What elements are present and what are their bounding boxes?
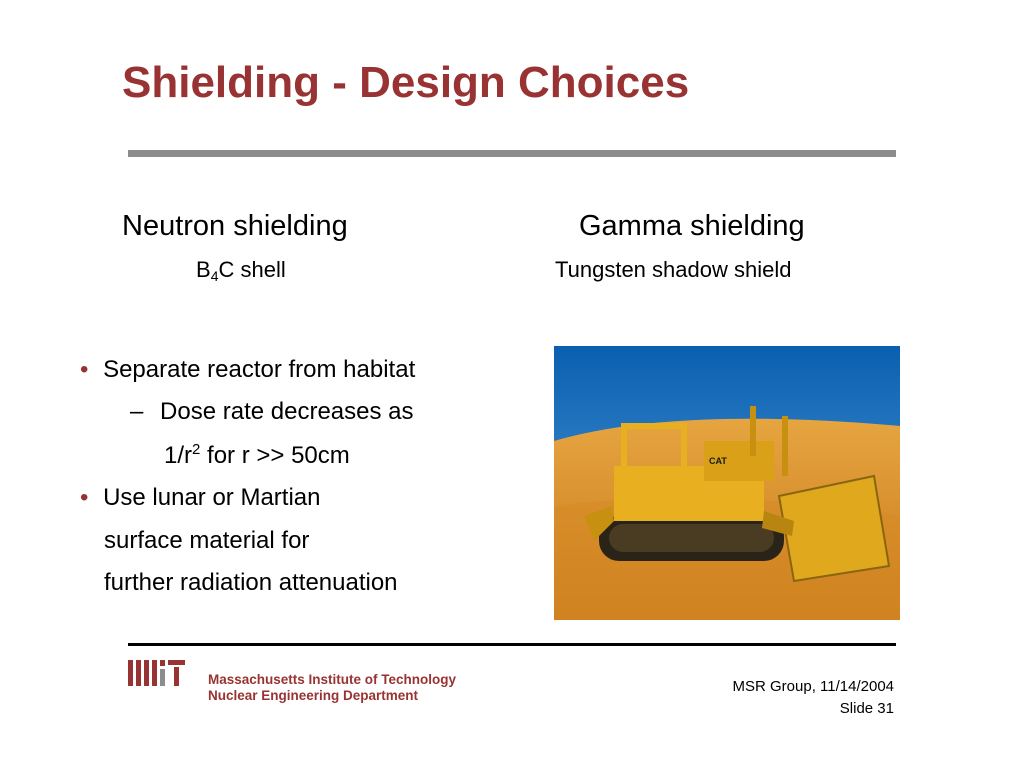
neutron-sub-subscript: 4 — [210, 268, 219, 284]
bullet-marker: • — [80, 484, 89, 511]
sub-bullet-dash: – — [130, 398, 144, 425]
footer-divider — [128, 643, 896, 646]
mit-logo-icon — [128, 660, 186, 688]
title-divider — [128, 150, 896, 157]
slide-title: Shielding - Design Choices — [122, 58, 690, 107]
mit-logo — [128, 660, 186, 693]
gamma-subheading: Tungsten shadow shield — [555, 257, 792, 282]
bullet-continuation: surface material for — [104, 527, 310, 554]
institution-name — [208, 672, 456, 704]
slide-number: Slide 31 — [839, 700, 894, 717]
bullet-item — [80, 356, 415, 384]
footer-info — [733, 676, 894, 720]
department-label: Nuclear Engineering Department — [208, 688, 419, 703]
neutron-sub-suffix: C shell — [218, 257, 286, 282]
neutron-sub-prefix: B — [196, 257, 211, 282]
bullet-marker: • — [80, 356, 89, 383]
bullet-text: Use lunar or Martian — [103, 484, 321, 511]
bulldozer-photo — [554, 346, 900, 620]
brand-mark: CAT — [709, 456, 727, 466]
bullet-text: Separate reactor from habitat — [103, 356, 416, 383]
gamma-heading: Gamma shielding — [579, 210, 805, 242]
sub-bullet-continuation — [164, 441, 350, 470]
neutron-subheading — [196, 257, 286, 284]
formula-suffix: for r >> 50cm — [200, 442, 350, 469]
group-date: MSR Group, 11/14/2004 — [732, 678, 894, 695]
formula-exponent: 2 — [192, 441, 201, 458]
formula-prefix: 1/r — [164, 442, 193, 469]
sub-bullet-text: Dose rate decreases as — [160, 398, 414, 425]
sub-bullet-item — [130, 398, 414, 426]
bullet-continuation: further radiation attenuation — [104, 569, 398, 596]
institute-label: Massachusetts Institute of Technology — [208, 672, 457, 687]
neutron-heading: Neutron shielding — [122, 210, 348, 242]
bulldozer-illustration — [554, 346, 900, 620]
bullet-item — [80, 484, 321, 512]
